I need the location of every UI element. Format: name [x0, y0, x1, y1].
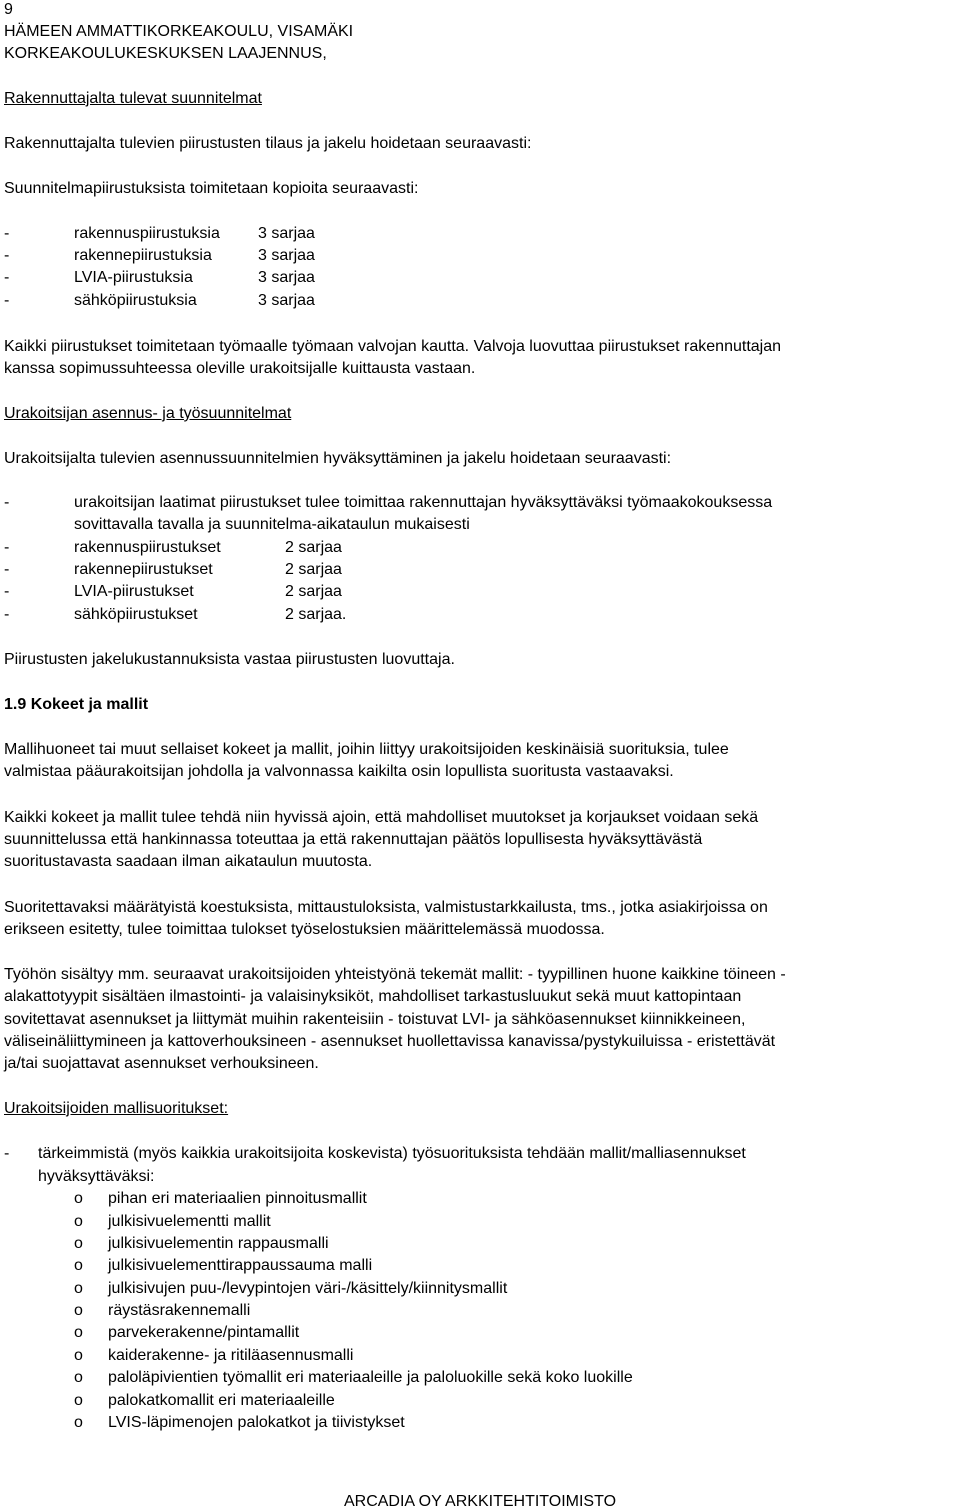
list-item-name: rakennuspiirustukset — [74, 539, 221, 556]
list-item-name: LVIA-piirustuksia — [74, 269, 193, 286]
bullet: o — [74, 1213, 83, 1230]
list-item-text: LVIS-läpimenojen palokatkot ja tiivistykset — [108, 1414, 405, 1431]
list-item-text: pihan eri materiaalien pinnoitusmallit — [108, 1190, 367, 1207]
bullet: o — [74, 1280, 83, 1297]
bullet: o — [74, 1414, 83, 1431]
list-item-text: julkisivuelementti mallit — [108, 1213, 271, 1230]
list-item — [0, 1368, 960, 1388]
list-item — [0, 1212, 960, 1232]
document-title-line2: KORKEAKOULUKESKUKSEN LAAJENNUS, — [4, 45, 327, 62]
list-item-text: räystäsrakennemalli — [108, 1302, 251, 1319]
list-dash: - — [4, 583, 10, 600]
list-dash: - — [4, 494, 10, 511]
list-item-name: LVIA-piirustukset — [74, 583, 194, 600]
list-item-continuation — [0, 1167, 960, 1187]
list-dash: - — [4, 539, 10, 556]
section-heading-tests-and-models: 1.9 Kokeet ja mallit — [4, 696, 149, 713]
paragraph-line: suunnittelussa että hankinnassa toteuttaa ja että rakennuttajan päätös lopullisesta hyväksyttävästä — [4, 831, 703, 848]
bullet: o — [74, 1347, 83, 1364]
list-item-qty: 3 sarjaa — [258, 247, 315, 264]
list-item-name: sähköpiirustukset — [74, 606, 198, 623]
list-dash: - — [4, 269, 10, 286]
paragraph-line: ja/tai suojattavat asennukset verhouksineen. — [4, 1055, 319, 1072]
list-dash: - — [4, 225, 10, 242]
list-item — [0, 1323, 960, 1343]
list-item-text: urakoitsijan laatimat piirustukset tulee toimittaa rakennuttajan hyväksyttäväksi työmaakokouksessa — [74, 494, 773, 511]
paragraph-line: sovitettavat asennukset ja liittymät muihin rakenteisiin - toistuvat LVI- ja sähköasennukset kiinnikkeineen, — [4, 1011, 746, 1028]
list-item-qty: 2 sarjaa. — [285, 606, 347, 623]
list-item — [0, 560, 960, 580]
list-item-text: julkisivujen puu-/levypintojen väri-/käsittely/kiinnitysmallit — [108, 1280, 508, 1297]
list-dash: - — [4, 247, 10, 264]
list-item-text: parvekerakenne/pintamallit — [108, 1324, 300, 1341]
paragraph-line: suoritustavasta saadaan ilman aikataulun muutosta. — [4, 853, 373, 870]
bullet: o — [74, 1369, 83, 1386]
list-item-name: rakennepiirustukset — [74, 561, 213, 578]
list-dash: - — [4, 561, 10, 578]
list-item — [0, 268, 960, 288]
list-item — [0, 1234, 960, 1254]
paragraph-line: Kaikki kokeet ja mallit tulee tehdä niin hyvissä ajoin, että mahdolliset muutokset ja korjaukset voidaan sekä — [4, 809, 759, 826]
list-item-continuation — [0, 515, 960, 535]
section-heading-contractor-models: Urakoitsijoiden mallisuoritukset: — [4, 1100, 229, 1117]
page-footer: ARCADIA OY ARKKITEHTITOIMISTO — [343, 1493, 617, 1510]
list-dash: - — [4, 292, 10, 309]
paragraph-line: Suoritettavaksi määrätyistä koestuksista, mittaustuloksista, valmistustarkkailusta, tms., jotka asiakirjoissa on — [4, 899, 768, 916]
list-item-text: sovittavalla tavalla ja suunnitelma-aikataulun mukaisesti — [74, 516, 470, 533]
list-item — [0, 1413, 960, 1433]
list-item-name: rakennuspiirustuksia — [74, 225, 220, 242]
paragraph-line: erikseen esitetty, tulee toimittaa tulokset työselostuksien määrittelemässä muodossa. — [4, 921, 605, 938]
list-item-text: hyväksyttäväksi: — [38, 1168, 155, 1185]
list-dash: - — [4, 1145, 10, 1162]
list-item — [0, 1279, 960, 1299]
list-item — [0, 1301, 960, 1321]
list-item — [0, 224, 960, 244]
list-item-text: tärkeimmistä (myös kaikkia urakoitsijoita koskevista) työsuorituksista tehdään mallit/malliasennukset — [38, 1145, 746, 1162]
paragraph-line: kanssa sopimussuhteessa oleville urakoitsijalle kuittausta vastaan. — [4, 360, 476, 377]
list-item-qty: 2 sarjaa — [285, 539, 342, 556]
list-item-text: kaiderakenne- ja ritiläasennusmalli — [108, 1347, 354, 1364]
list-item — [0, 1189, 960, 1209]
list-item — [0, 605, 960, 625]
paragraph-line: Mallihuoneet tai muut sellaiset kokeet ja mallit, joihin liittyy urakoitsijoiden keskinäisiä suorituksia, tulee — [4, 741, 729, 758]
list-item-name: sähköpiirustuksia — [74, 292, 197, 309]
paragraph-line: Työhön sisältyy mm. seuraavat urakoitsijoiden yhteistyönä tekemät mallit: - tyypillinen huone kaikkine töineen - — [4, 966, 786, 983]
paragraph: Urakoitsijalta tulevien asennussuunnitelmien hyväksyttäminen ja jakelu hoidetaan seuraavasti: — [4, 450, 672, 467]
list-item-qty: 3 sarjaa — [258, 225, 315, 242]
paragraph-line: alakattotyypit sisältäen ilmastointi- ja valaisinyksiköt, mahdolliset tarkastusluukut sekä muut kattopintaan — [4, 988, 742, 1005]
list-item — [0, 291, 960, 311]
list-item-text: palokatkomallit eri materiaaleille — [108, 1392, 335, 1409]
paragraph: Piirustusten jakelukustannuksista vastaa piirustusten luovuttaja. — [4, 651, 455, 668]
list-item — [0, 493, 960, 513]
list-item-qty: 2 sarjaa — [285, 583, 342, 600]
document-title-line1: HÄMEEN AMMATTIKORKEAKOULU, VISAMÄKI — [4, 23, 354, 40]
list-item-name: rakennepiirustuksia — [74, 247, 212, 264]
list-item — [0, 582, 960, 602]
list-item — [0, 1256, 960, 1276]
list-item — [0, 246, 960, 266]
bullet: o — [74, 1324, 83, 1341]
paragraph-line: valmistaa pääurakoitsijan johdolla ja valvonnassa kaikilta osin lopullista suoritusta vastaavaksi. — [4, 763, 674, 780]
bullet: o — [74, 1190, 83, 1207]
list-item-qty: 3 sarjaa — [258, 269, 315, 286]
list-item — [0, 538, 960, 558]
list-item — [0, 1144, 960, 1164]
section-heading-contractor-plans: Urakoitsijan asennus- ja työsuunnitelmat — [4, 405, 292, 422]
page-number: 9 — [4, 1, 13, 18]
list-item — [0, 1346, 960, 1366]
paragraph-line: väliseinäliittymineen ja kattoverhouksineen - asennukset huollettavissa kanavissa/pystykuiluissa - eristettävät — [4, 1033, 776, 1050]
list-item-qty: 3 sarjaa — [258, 292, 315, 309]
bullet: o — [74, 1392, 83, 1409]
list-item-text: paloläpivientien työmallit eri materiaaleille ja paloluokille sekä koko luokille — [108, 1369, 633, 1386]
paragraph-line: Kaikki piirustukset toimitetaan työmaalle työmaan valvojan kautta. Valvoja luovuttaa piirustukset rakennuttajan — [4, 338, 782, 355]
bullet: o — [74, 1257, 83, 1274]
paragraph: Rakennuttajalta tulevien piirustusten tilaus ja jakelu hoidetaan seuraavasti: — [4, 135, 532, 152]
paragraph: Suunnitelmapiirustuksista toimitetaan kopioita seuraavasti: — [4, 180, 419, 197]
section-heading-client-plans: Rakennuttajalta tulevat suunnitelmat — [4, 90, 262, 107]
list-item — [0, 1391, 960, 1411]
list-item-text: julkisivuelementin rappausmalli — [108, 1235, 329, 1252]
list-item-qty: 2 sarjaa — [285, 561, 342, 578]
bullet: o — [74, 1302, 83, 1319]
list-dash: - — [4, 606, 10, 623]
bullet: o — [74, 1235, 83, 1252]
list-item-text: julkisivuelementtirappaussauma malli — [108, 1257, 373, 1274]
